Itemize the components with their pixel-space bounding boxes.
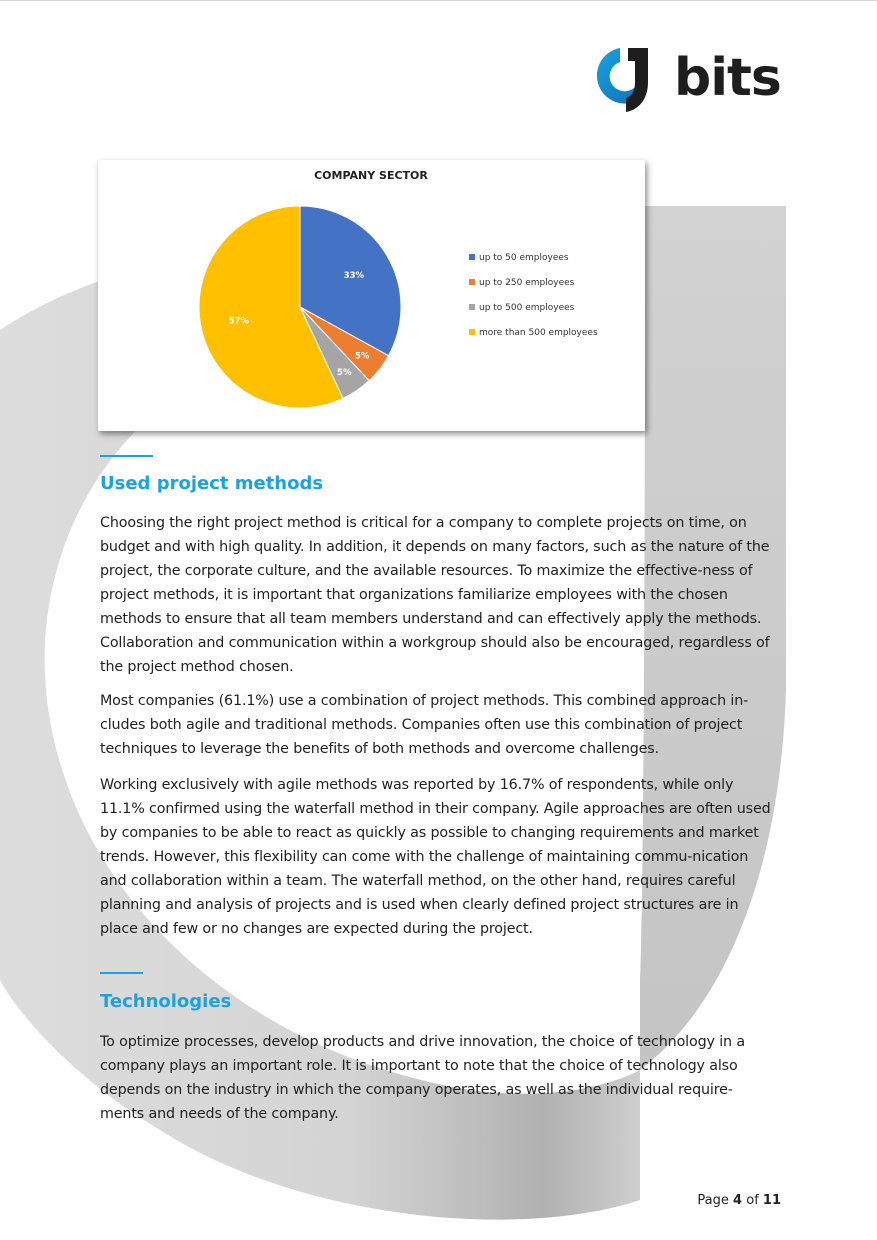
page-prefix: Page — [697, 1193, 729, 1208]
page-number — [697, 1193, 781, 1208]
page-total: 11 — [762, 1193, 781, 1208]
section-heading-technologies: Technologies — [100, 991, 232, 1012]
company-sector-chart — [98, 160, 645, 431]
section-heading-project-methods: Used project methods — [100, 473, 324, 494]
bits-logo-text: bits — [674, 48, 781, 108]
legend-swatch — [469, 279, 475, 285]
pie-data-label: 33% — [343, 271, 365, 282]
legend-swatch — [469, 254, 475, 260]
paragraph: Working exclusively with agile methods was reported by 16.7% of respondents, while only 11.1% confirmed using the waterfall method in their company. Agile approaches are often used by companies to be able to react as quickly as possible to changing requirements and market trends. However, this flexibility can come with the challenge of maintaining commu-nication and collaboration within a team. The waterfall method, on the other hand, requires careful planning and analysis of projects and is used when clearly defined project structures are in place and few or no changes are expected during the project. — [100, 777, 771, 937]
pie-data-label: 57% — [228, 316, 250, 327]
legend-label: up to 250 employees — [479, 278, 575, 288]
page-separator: of — [746, 1193, 759, 1208]
paragraph: Choosing the right project method is critical for a company to complete projects on time, on budget and with high quality. In addition, it depends on many factors, such as the nature of the project, the corporate culture, and the available resources. To maximize the effective-ness of project methods, it is important that organizations familiarize employees with the chosen methods to ensure that all team members understand and can effectively apply the methods. Collaboration and communication within a workgroup should also be encouraged, regardless of the project method chosen. — [100, 515, 770, 675]
paragraph: Most companies (61.1%) use a combination of project methods. This combined approach in-cludes both agile and traditional methods. Companies often use this combination of project techniques to leverage the benefits of both methods and overcome challenges. — [100, 693, 749, 757]
section-accent-bar — [100, 455, 153, 457]
pie-data-label: 5% — [337, 368, 352, 379]
legend-label: up to 500 employees — [479, 303, 575, 313]
bits-logo — [586, 42, 786, 116]
pie-data-label: 5% — [355, 351, 370, 362]
chart-title: COMPANY SECTOR — [314, 169, 428, 182]
pie-chart-svg — [98, 160, 645, 431]
bits-logo-mark-icon — [586, 42, 666, 116]
paragraph: To optimize processes, develop products and drive innovation, the choice of technology in a company plays an important role. It is important to note that the choice of technology also depends on the industry in which the company operates, as well as the individual require-ments and needs of the company. — [100, 1034, 745, 1122]
page-current: 4 — [733, 1193, 743, 1208]
section-accent-bar — [100, 972, 143, 974]
legend-label: more than 500 employees — [479, 328, 598, 338]
legend-swatch — [469, 304, 475, 310]
legend-label: up to 50 employees — [479, 253, 569, 263]
legend-swatch — [469, 329, 475, 335]
